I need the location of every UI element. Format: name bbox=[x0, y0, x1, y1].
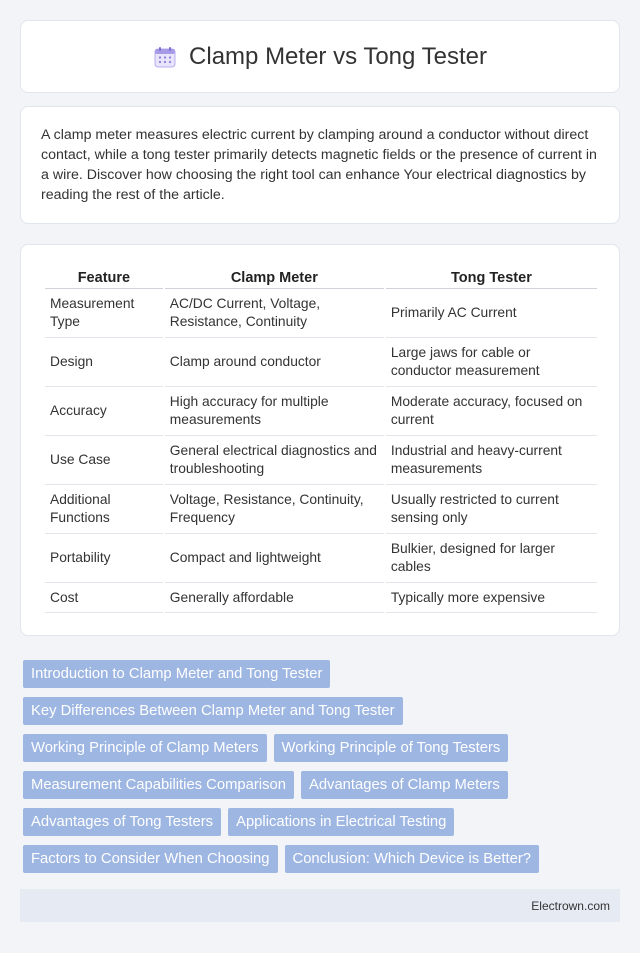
table-cell: Use Case bbox=[45, 436, 163, 485]
tag-working-principle-clamp[interactable]: Working Principle of Clamp Meters bbox=[23, 734, 267, 762]
title-card bbox=[20, 20, 620, 93]
tag-row bbox=[23, 808, 617, 836]
table-row bbox=[45, 583, 597, 613]
tag-row bbox=[23, 845, 617, 873]
table-cell: Industrial and heavy-current measurements bbox=[386, 436, 597, 485]
table-header-row bbox=[45, 267, 597, 289]
table-row bbox=[45, 338, 597, 387]
table-cell: Large jaws for cable or conductor measurement bbox=[386, 338, 597, 387]
table-cell: Moderate accuracy, focused on current bbox=[386, 387, 597, 436]
tag-advantages-clamp[interactable]: Advantages of Clamp Meters bbox=[301, 771, 508, 799]
tag-factors[interactable]: Factors to Consider When Choosing bbox=[23, 845, 278, 873]
page-title: Clamp Meter vs Tong Tester bbox=[189, 42, 487, 70]
tag-row bbox=[23, 734, 617, 762]
comparison-table-card bbox=[20, 244, 620, 636]
table-cell: Generally affordable bbox=[165, 583, 384, 613]
table-cell: Additional Functions bbox=[45, 485, 163, 534]
table-row bbox=[45, 485, 597, 534]
table-row bbox=[45, 534, 597, 583]
header-feature: Feature bbox=[45, 267, 163, 289]
calendar-icon bbox=[153, 45, 177, 69]
table-cell: Cost bbox=[45, 583, 163, 613]
footer bbox=[20, 889, 620, 922]
comparison-table bbox=[43, 267, 599, 613]
table-cell: Clamp around conductor bbox=[165, 338, 384, 387]
header-tong-tester: Tong Tester bbox=[386, 267, 597, 289]
footer-site-name[interactable]: Electrown.com bbox=[531, 898, 610, 913]
tag-row bbox=[23, 660, 617, 688]
tag-row bbox=[23, 771, 617, 799]
table-cell: Primarily AC Current bbox=[386, 289, 597, 338]
table-cell: Accuracy bbox=[45, 387, 163, 436]
table-row bbox=[45, 436, 597, 485]
tag-row bbox=[23, 697, 617, 725]
table-cell: Bulkier, designed for larger cables bbox=[386, 534, 597, 583]
intro-text: A clamp meter measures electric current by clamping around a conductor without direct contact, while a tong tester primarily detects magnetic fields or the presence of current in a wire. Discover how choosing the right tool can enhance Your electrical diagnostics by reading the rest of the article. bbox=[41, 127, 597, 203]
tag-conclusion[interactable]: Conclusion: Which Device is Better? bbox=[285, 845, 540, 873]
table-cell: Usually restricted to current sensing only bbox=[386, 485, 597, 534]
topic-tags bbox=[23, 660, 617, 882]
table-row bbox=[45, 289, 597, 338]
table-cell: AC/DC Current, Voltage, Resistance, Continuity bbox=[165, 289, 384, 338]
intro-card bbox=[20, 106, 620, 224]
table-row bbox=[45, 387, 597, 436]
table-cell: Voltage, Resistance, Continuity, Frequency bbox=[165, 485, 384, 534]
table-cell: Measurement Type bbox=[45, 289, 163, 338]
table-cell: Compact and lightweight bbox=[165, 534, 384, 583]
table-cell: General electrical diagnostics and troubleshooting bbox=[165, 436, 384, 485]
header-clamp-meter: Clamp Meter bbox=[165, 267, 384, 289]
tag-key-differences[interactable]: Key Differences Between Clamp Meter and Tong Tester bbox=[23, 697, 403, 725]
tag-advantages-tong[interactable]: Advantages of Tong Testers bbox=[23, 808, 221, 836]
table-cell: Typically more expensive bbox=[386, 583, 597, 613]
tag-introduction[interactable]: Introduction to Clamp Meter and Tong Tester bbox=[23, 660, 330, 688]
tag-working-principle-tong[interactable]: Working Principle of Tong Testers bbox=[274, 734, 509, 762]
table-cell: High accuracy for multiple measurements bbox=[165, 387, 384, 436]
tag-measurement-comparison[interactable]: Measurement Capabilities Comparison bbox=[23, 771, 294, 799]
table-cell: Design bbox=[45, 338, 163, 387]
table-cell: Portability bbox=[45, 534, 163, 583]
tag-applications[interactable]: Applications in Electrical Testing bbox=[228, 808, 454, 836]
